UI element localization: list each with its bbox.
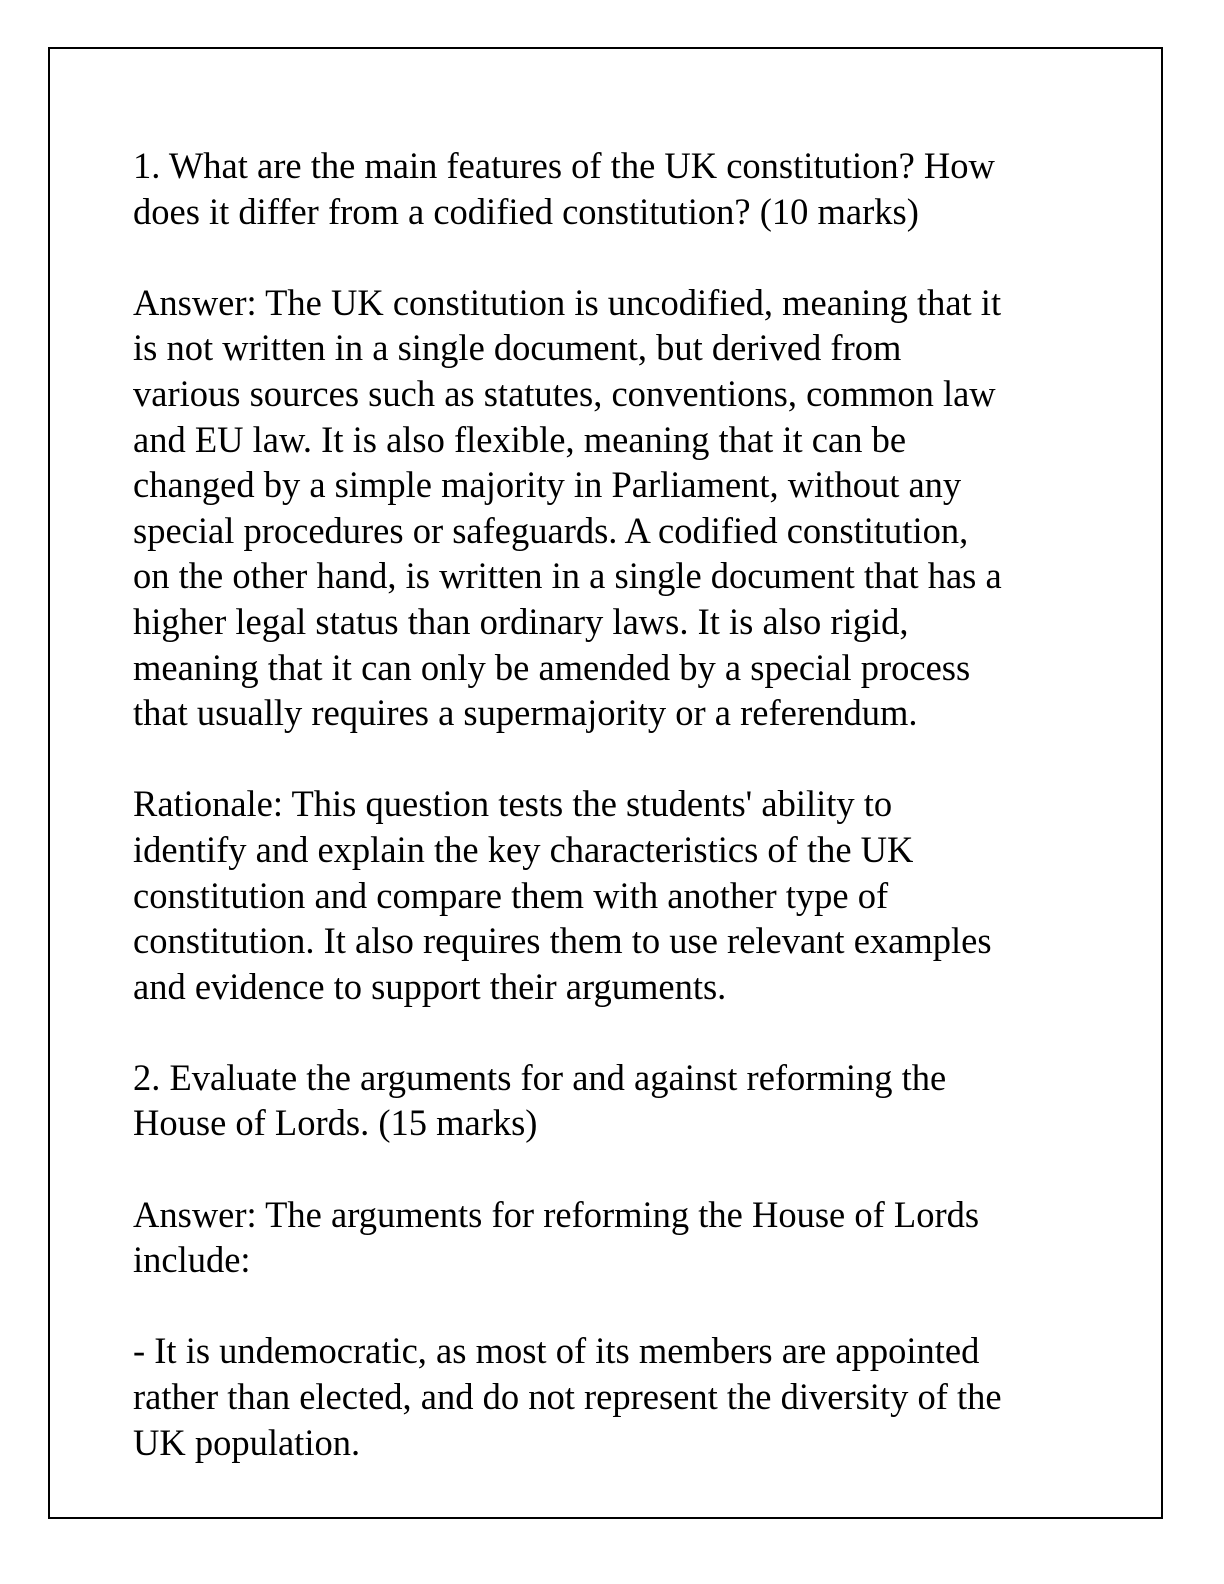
text-line: - It is undemocratic, as most of its members are appointed	[133, 1330, 980, 1372]
text-line: special procedures or safeguards. A codified constitution,	[133, 509, 969, 551]
text-line: and EU law. It is also flexible, meaning that it can be	[133, 418, 907, 460]
answer-2-paragraph	[133, 1192, 1093, 1283]
text-line: changed by a simple majority in Parliament, without any	[133, 464, 962, 506]
text-line: House of Lords. (15 marks)	[133, 1102, 538, 1144]
text-line: that usually requires a supermajority or a referendum.	[133, 692, 918, 734]
text-line: on the other hand, is written in a single document that has a	[133, 555, 1002, 597]
text-line: higher legal status than ordinary laws. It is also rigid,	[133, 600, 909, 642]
answer-1-paragraph	[133, 280, 1093, 736]
text-line: constitution and compare them with another type of	[133, 874, 889, 916]
text-line: rather than elected, and do not represent the diversity of the	[133, 1376, 1002, 1418]
rationale-1-paragraph	[133, 781, 1093, 1009]
question-1-paragraph	[133, 143, 1093, 234]
text-line: Answer: The UK constitution is uncodified, meaning that it	[133, 281, 1002, 323]
text-line: identify and explain the key characteristics of the UK	[133, 828, 914, 870]
document-body	[133, 143, 1093, 1465]
text-line: Answer: The arguments for reforming the House of Lords	[133, 1193, 980, 1235]
text-line: meaning that it can only be amended by a special process	[133, 646, 971, 688]
text-line: does it differ from a codified constitution? (10 marks)	[133, 190, 919, 232]
question-2-paragraph	[133, 1055, 1093, 1146]
text-line: 2. Evaluate the arguments for and against reforming the	[133, 1056, 947, 1098]
text-line: is not written in a single document, but derived from	[133, 327, 902, 369]
text-line: various sources such as statutes, conventions, common law	[133, 372, 996, 414]
text-line: 1. What are the main features of the UK constitution? How	[133, 145, 995, 186]
text-line: include:	[133, 1239, 251, 1281]
text-line: and evidence to support their arguments.	[133, 965, 727, 1007]
text-line: constitution. It also requires them to use relevant examples	[133, 920, 992, 962]
text-line: UK population.	[133, 1421, 361, 1463]
text-line: Rationale: This question tests the students' ability to	[133, 783, 893, 825]
bullet-1-paragraph	[133, 1328, 1093, 1465]
